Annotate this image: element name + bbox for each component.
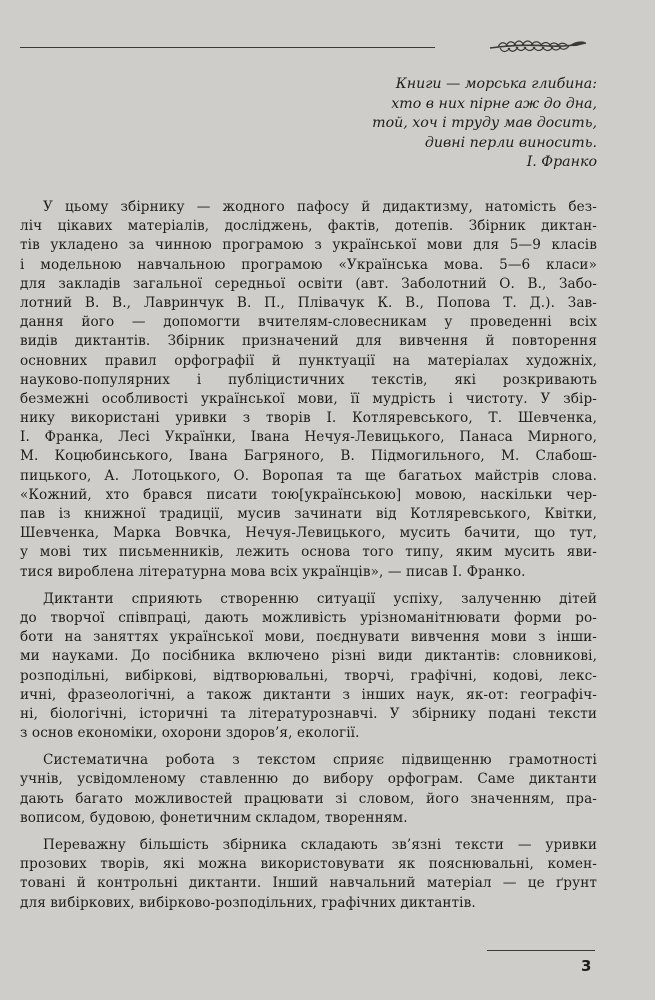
paragraph-line: і модельною навчальною програмою «Українська мова. 5—6 класи» xyxy=(20,256,597,273)
top-rule xyxy=(20,47,435,48)
epigraph xyxy=(372,75,597,173)
paragraph-line: з основ економіки, охорони здоров’я, екології. xyxy=(20,725,360,742)
paragraph-gap xyxy=(20,743,597,751)
paragraph-line: для закладів загальної середньої освіти (авт. Заболотний О. В., Забо- xyxy=(20,275,597,292)
body-text xyxy=(20,198,597,913)
paragraph-line: дання його — допомогти вчителям-словесникам у проведенні всіх xyxy=(20,314,597,331)
paragraph-line: І. Франка, Лесі Українки, Івана Нечуя-Левицького, Панаса Мирного, xyxy=(20,429,597,446)
paragraph-line: Систематична робота з текстом сприяє підвищенню грамотності xyxy=(43,752,597,769)
page-number: 3 xyxy=(581,957,592,975)
paragraph-line: пицького, А. Лотоцького, О. Воропая та ще багатьох майстрів слова. xyxy=(20,467,597,484)
paragraph-line: видів диктантів. Збірник призначений для вивчення й повторення xyxy=(20,333,597,350)
paragraph-line: лотний В. В., Лавринчук В. П., Плівачук К. В., Попова Т. Д.). Зав- xyxy=(20,294,597,311)
epigraph-line: той, хоч і труду мав досить, xyxy=(372,115,597,131)
epigraph-line: хто в них пірне аж до дна, xyxy=(391,95,597,112)
paragraph-line: для вибіркових, вибірково-розподільних, графічних диктантів. xyxy=(20,894,476,911)
paragraph-line: учнів, усвідомленому ставленню до вибору орфограм. Саме диктанти xyxy=(20,771,597,788)
paragraph-line: тися вироблена літературна мова всіх українців», — писав І. Франко. xyxy=(20,563,526,580)
epigraph-author: І. Франко xyxy=(526,154,597,170)
paragraph-line: товані й контрольні диктанти. Інший навчальний матеріал — це ґрунт xyxy=(20,875,597,892)
paragraph-line: розподільні, вибіркові, відтворювальні, творчі, графічні, кодові, лекс- xyxy=(20,667,597,684)
paragraph-gap xyxy=(20,582,597,590)
paragraph-line: тів укладено за чинною програмою з української мови для 5—9 класів xyxy=(20,237,597,254)
paragraph-line: безмежні особливості української мови, її мудрість і чистоту. У збір- xyxy=(20,390,597,407)
paragraph-line: Диктанти сприяють створенню ситуації успіху, залученню дітей xyxy=(43,590,597,607)
leaf-ornament-icon xyxy=(488,34,588,60)
paragraph-line: ми науками. До посібника включено різні види диктантів: словникові, xyxy=(20,648,597,665)
epigraph-line: дивні перли виносить. xyxy=(424,134,597,151)
paragraph-line: У цьому збірнику — жодного пафосу й дидактизму, натомість без- xyxy=(43,199,597,215)
paragraph-line: ичні, фразеологічні, а також диктанти з інших наук, як-от: географіч- xyxy=(20,686,597,703)
bottom-rule xyxy=(487,950,595,951)
paragraph-line: «Кожний, хто брався писати тою[українською] мовою, наскільки чер- xyxy=(20,486,597,503)
paragraph-line: Шевченка, Марка Вовчка, Нечуя-Левицького, мусить бачити, що тут, xyxy=(20,525,597,542)
paragraph-line: ні, біологічні, історичні та літературознавчі. У збірнику подані тексти xyxy=(20,705,597,722)
paragraph-line: боти на заняттях української мови, поєднувати вивчення мови з інши- xyxy=(20,629,597,646)
paragraph-line: вописом, будовою, фонетичним складом, творенням. xyxy=(20,809,408,826)
paragraph-line: основних правил орфографії й пунктуації на матеріалах художніх, xyxy=(20,352,597,369)
paragraph-line: М. Коцюбинського, Івана Багряного, В. Підмогильного, М. Слабош- xyxy=(20,448,597,465)
paragraph-line: до творчої співпраці, дають можливість урізноманітнювати форми ро- xyxy=(20,609,597,626)
paragraph-line: науково-популярних і публіцистичних текстів, які розкривають xyxy=(20,371,597,388)
paragraph-line: у мові тих письменників, лежить основа того типу, яким мусить яви- xyxy=(20,544,597,561)
paragraph-line: дають багато можливостей працювати зі словом, його значенням, пра- xyxy=(20,790,597,807)
paragraph-line: нику використані уривки з творів І. Котляревського, Т. Шевченка, xyxy=(20,410,597,427)
paragraph-line: прозових творів, які можна використовувати як пояснювальні, комен- xyxy=(20,856,597,873)
paragraph-line: ліч цікавих матеріалів, досліджень, фактів, дотепів. Збірник диктан- xyxy=(20,218,597,235)
paragraph-line: пав із книжної традиції, мусив зачинати від Котляревського, Квітки, xyxy=(20,506,597,522)
paragraph-line: Переважну більшість збірника складають зв’язні тексти — уривки xyxy=(43,837,597,853)
epigraph-line: Книги — морська глибина: xyxy=(395,76,597,92)
paragraph-gap xyxy=(20,828,597,836)
